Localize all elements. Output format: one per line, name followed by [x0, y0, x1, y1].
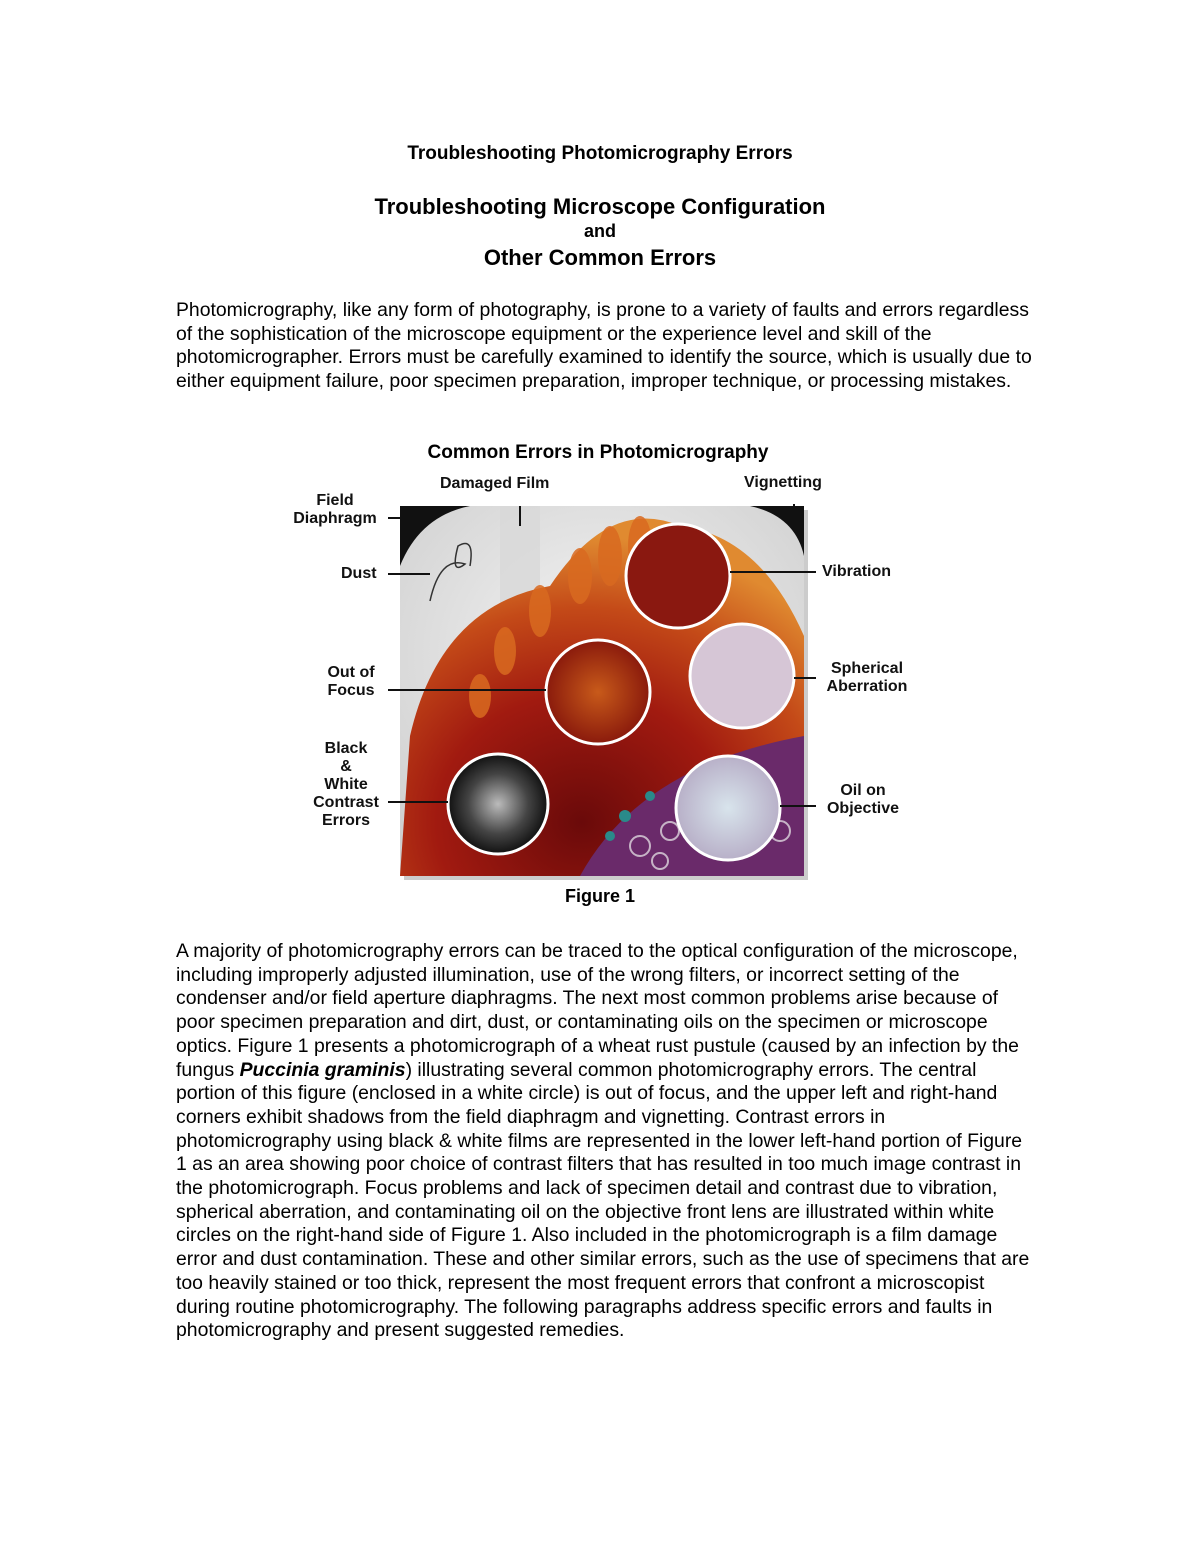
section-heading-line1: Troubleshooting Microscope Configuration [374, 194, 826, 219]
body-paragraph [176, 940, 1036, 1343]
label-out-of-focus [316, 664, 386, 700]
label-vignetting: Vignetting [744, 474, 822, 491]
label-vibration: Vibration [822, 563, 892, 580]
species-name: Puccinia graminis [239, 1058, 406, 1081]
label-oil-line1: Oil on [840, 782, 886, 799]
label-out-of-focus-line2: Focus [327, 682, 375, 699]
vibration-circle [626, 524, 730, 628]
document-title: Troubleshooting Photomicrography Errors [407, 143, 793, 164]
label-dust: Dust [341, 565, 377, 582]
section-heading-line2: Other Common Errors [483, 245, 717, 270]
label-field-diaphragm-line1: Field [316, 492, 354, 509]
spherical-aberration-circle [690, 624, 794, 728]
label-damaged-film: Damaged Film [440, 475, 550, 492]
label-spherical-aberration [820, 660, 914, 696]
label-field-diaphragm [289, 492, 381, 528]
label-bw-line4: Contrast [313, 794, 379, 811]
label-oil-line2: Objective [826, 800, 900, 817]
label-bw-contrast [304, 740, 388, 830]
body-text-part1: A majority of photomicrography errors can be traced to the optical configuration of the microscope, including improperly adjusted illumination, use of the wrong filters, or incorrect setting of the condenser and/or field aperture diaphragms. The next most common problems arise because of poor specimen preparation and dirt, dust, or contaminating oils on the specimen or microscope optics. Figure 1 presents a photomicrograph of a wheat rust pustule (caused by an infection by the fungus [176, 940, 1019, 1081]
bw-contrast-circle [448, 754, 548, 854]
body-text-part2: ) illustrating several common photomicrography errors. The central portion of this figure (enclosed in a white circle) is out of focus, and the upper left and right-hand corners exhibit shadows from the field diaphragm and vignetting. Contrast errors in photomicrography using black & white films are represented in the lower left-hand portion of Figure 1 as an area showing poor choice of contrast filters that has resulted in too much image contrast in the photomicrograph. Focus problems and lack of specimen detail and contrast due to vibration, spherical aberration, and contaminating oil on the objective front lens are illustrated within white circles on the right-hand side of Figure 1. Also included in the photomicrograph is a film damage error and dust contamination. These and other similar errors, such as the use of specimens that are too heavily stained or too thick, represent the most frequent errors that confront a microscopist during routine photomicrography. The following paragraphs address specific errors and faults in photomicrography and present suggested remedies. [176, 1058, 1030, 1342]
label-oil-on-objective [820, 782, 906, 818]
oil-on-objective-circle [676, 756, 780, 860]
section-heading-and: and [583, 221, 616, 241]
figure-title: Common Errors in Photomicrography [427, 442, 769, 463]
label-spherical-line1: Spherical [830, 660, 904, 677]
label-bw-line5: Errors [321, 812, 371, 829]
intro-paragraph: Photomicrography, like any form of photography, is prone to a variety of faults and errors regardless of the sophistication of the microscope equipment or the experience level and skill of the photomicrographer. Errors must be carefully examined to identify the source, which is usually due to either equipment failure, poor specimen preparation, improper technique, or processing mistakes. [176, 299, 1032, 393]
label-bw-line2: & [340, 758, 352, 775]
label-bw-line1: Black [324, 740, 368, 757]
figure-1 [280, 436, 940, 916]
label-out-of-focus-line1: Out of [327, 664, 375, 681]
label-spherical-line2: Aberration [826, 678, 908, 695]
label-bw-line3: White [324, 776, 368, 793]
out-of-focus-circle [546, 640, 650, 744]
figure-caption: Figure 1 [565, 886, 636, 906]
label-field-diaphragm-line2: Diaphragm [293, 510, 377, 527]
